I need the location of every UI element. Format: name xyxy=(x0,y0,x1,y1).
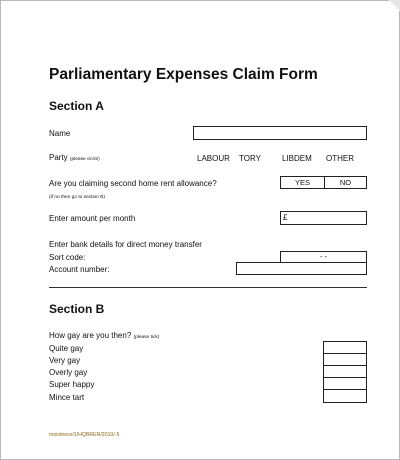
sort-code-separators: - - xyxy=(319,252,328,261)
rent-no-label: NO xyxy=(339,178,352,187)
section-b-question-text: How gay are you then? xyxy=(49,331,132,340)
option-label: Quite gay xyxy=(49,344,84,353)
section-a-heading: Section A xyxy=(49,99,104,113)
account-number-label: Account number: xyxy=(49,265,110,274)
footer-reference: moistness/1/HQBRER/2010/-5 xyxy=(49,432,120,438)
party-label-text: Party xyxy=(49,153,68,162)
party-option-tory[interactable]: TORY xyxy=(239,154,261,163)
party-option-other[interactable]: OTHER xyxy=(326,154,354,163)
section-b-question xyxy=(49,331,159,340)
page-corner-fold xyxy=(389,0,400,11)
option-label: Overly gay xyxy=(49,368,88,377)
amount-label: Enter amount per month xyxy=(49,214,136,223)
name-label: Name xyxy=(49,129,71,138)
party-option-libdem[interactable]: LIBDEM xyxy=(282,154,312,163)
section-b-question-hint: (please tick) xyxy=(133,335,160,340)
rent-yes-label: YES xyxy=(294,178,310,187)
rent-hint: (if no then go to section B) xyxy=(49,195,105,200)
party-option-labour[interactable]: LABOUR xyxy=(197,154,230,163)
party-hint: (please circle) xyxy=(69,157,100,162)
form-title: Parliamentary Expenses Claim Form xyxy=(49,66,318,83)
option-tick-box[interactable] xyxy=(323,389,367,403)
account-number-field[interactable] xyxy=(236,262,367,275)
amount-field[interactable] xyxy=(280,211,367,225)
bank-label: Enter bank details for direct money transfer xyxy=(49,240,202,249)
option-label: Very gay xyxy=(49,356,81,365)
party-label xyxy=(49,153,100,162)
section-divider xyxy=(49,287,367,288)
currency-symbol: £ xyxy=(283,213,288,222)
name-field[interactable] xyxy=(193,126,367,140)
option-label: Mince tart xyxy=(49,393,85,402)
sort-code-label: Sort code: xyxy=(49,253,86,262)
option-label: Super happy xyxy=(49,380,95,389)
rent-question: Are you claiming second home rent allowance? xyxy=(49,179,217,188)
section-b-heading: Section B xyxy=(49,302,105,316)
